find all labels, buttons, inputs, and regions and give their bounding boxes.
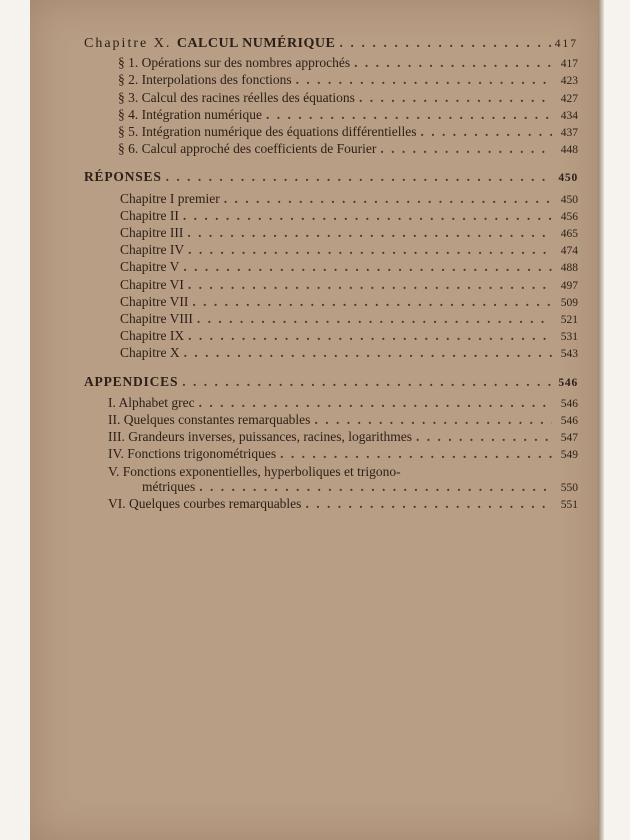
dot-leader xyxy=(183,259,552,274)
toc-entry xyxy=(84,55,578,72)
entry-label: Chapitre I premier xyxy=(120,190,220,206)
toc-entry xyxy=(84,191,578,208)
dot-leader xyxy=(224,191,552,206)
dot-leader xyxy=(184,345,552,360)
toc-entry xyxy=(84,225,578,242)
toc-entry xyxy=(84,412,578,429)
entry-label: III. Grandeurs inverses, puissances, racines, logarithmes xyxy=(108,429,413,445)
page-number: 450 xyxy=(560,193,578,206)
entry-label: Chapitre X xyxy=(120,345,180,361)
dot-leader xyxy=(188,277,552,292)
entry-label: § 3. Calcul des racines réelles des équations xyxy=(118,89,355,105)
dot-leader xyxy=(188,328,552,343)
toc-entry-continued xyxy=(84,479,578,496)
toc-entry xyxy=(84,345,578,362)
page-number: 497 xyxy=(560,279,578,292)
entry-label: I. Alphabet grec xyxy=(108,394,195,410)
dot-leader xyxy=(199,395,552,410)
entry-label: Chapitre VIII xyxy=(120,311,193,327)
dot-leader xyxy=(339,36,550,51)
dot-leader xyxy=(183,208,552,223)
toc-entry xyxy=(84,208,578,225)
toc-entry xyxy=(84,328,578,345)
dot-leader xyxy=(380,141,552,156)
dot-leader xyxy=(187,225,552,240)
page-number: 450 xyxy=(558,172,578,185)
toc-entry xyxy=(84,107,578,124)
toc-entry xyxy=(84,90,578,107)
toc-entry xyxy=(84,464,578,479)
dot-leader xyxy=(359,90,552,105)
page-number: 417 xyxy=(560,58,578,71)
dot-leader xyxy=(266,107,552,122)
toc-entry xyxy=(84,259,578,276)
chapter-prefix: Chapitre X. xyxy=(84,36,172,51)
page-number: 546 xyxy=(560,415,578,428)
answers-heading xyxy=(84,169,578,186)
toc-entry xyxy=(84,124,578,141)
dot-leader xyxy=(305,496,552,511)
entry-label: Chapitre II xyxy=(120,207,179,223)
toc-entry xyxy=(84,311,578,328)
page-number: 427 xyxy=(560,92,578,105)
chapter-heading xyxy=(84,36,578,52)
entry-label: VI. Quelques courbes remarquables xyxy=(108,496,302,512)
dot-leader xyxy=(199,479,552,494)
toc-entry xyxy=(84,496,578,513)
page-number: 547 xyxy=(560,432,578,445)
entry-label: métriques xyxy=(142,478,196,494)
toc-entry xyxy=(84,242,578,259)
page-number: 437 xyxy=(560,127,578,140)
page-number: 546 xyxy=(560,397,578,410)
entry-label: Chapitre III xyxy=(120,225,184,241)
page-number: 448 xyxy=(560,144,578,157)
entry-label: II. Quelques constantes remarquables xyxy=(108,412,311,428)
chapter-title: CALCUL NUMÉRIQUE xyxy=(176,36,336,51)
entry-label: IV. Fonctions trigonométriques xyxy=(108,446,277,462)
entry-label: Chapitre IX xyxy=(120,328,185,344)
dot-leader xyxy=(314,412,552,427)
page-number: 509 xyxy=(560,296,578,309)
toc-entry xyxy=(84,294,578,311)
toc-entry xyxy=(84,141,578,158)
dot-leader xyxy=(188,242,552,257)
page-edge xyxy=(598,0,604,840)
dot-leader xyxy=(280,446,552,461)
dot-leader xyxy=(166,169,552,184)
page-number: 543 xyxy=(560,348,578,361)
dot-leader xyxy=(197,311,552,326)
dot-leader xyxy=(192,294,552,309)
entry-label: V. Fonctions exponentielles, hyperboliques et trigono- xyxy=(108,463,401,479)
table-of-contents xyxy=(84,36,578,513)
entry-label: Chapitre IV xyxy=(120,242,185,258)
toc-entry xyxy=(84,429,578,446)
dot-leader xyxy=(354,55,552,70)
dot-leader xyxy=(296,72,552,87)
entry-label: § 5. Intégration numérique des équations différentielles xyxy=(118,124,417,140)
dot-leader xyxy=(416,429,552,444)
entry-label: § 4. Intégration numérique xyxy=(118,106,262,122)
dot-leader xyxy=(421,124,552,139)
toc-entry xyxy=(84,277,578,294)
toc-entry xyxy=(84,446,578,463)
dot-leader xyxy=(182,374,552,389)
entry-label: § 6. Calcul approché des coefficients de Fourier xyxy=(118,141,377,157)
page-number: 531 xyxy=(560,331,578,344)
page-number: 434 xyxy=(560,109,578,122)
section-title: RÉPONSES xyxy=(84,169,162,185)
page-number: 456 xyxy=(560,210,578,223)
entry-label: Chapitre VII xyxy=(120,293,189,309)
entry-label: Chapitre VI xyxy=(120,276,184,292)
section-title: APPENDICES xyxy=(84,373,179,389)
entry-label: § 2. Interpolations des fonctions xyxy=(118,72,292,88)
page-number: 488 xyxy=(560,262,578,275)
page-number: 521 xyxy=(560,314,578,327)
toc-entry xyxy=(84,395,578,412)
page-number: 549 xyxy=(560,449,578,462)
appendices-heading xyxy=(84,374,578,391)
page-number: 465 xyxy=(560,228,578,241)
entry-label: Chapitre V xyxy=(120,259,180,275)
page-number: 550 xyxy=(560,481,578,494)
page-number: 423 xyxy=(560,75,578,88)
page-number: 417 xyxy=(554,38,578,50)
toc-entry xyxy=(84,72,578,89)
page-number: 546 xyxy=(558,376,578,389)
page-number: 551 xyxy=(560,499,578,512)
page-number: 474 xyxy=(560,245,578,258)
entry-label: § 1. Opérations sur des nombres approchés xyxy=(118,55,351,71)
